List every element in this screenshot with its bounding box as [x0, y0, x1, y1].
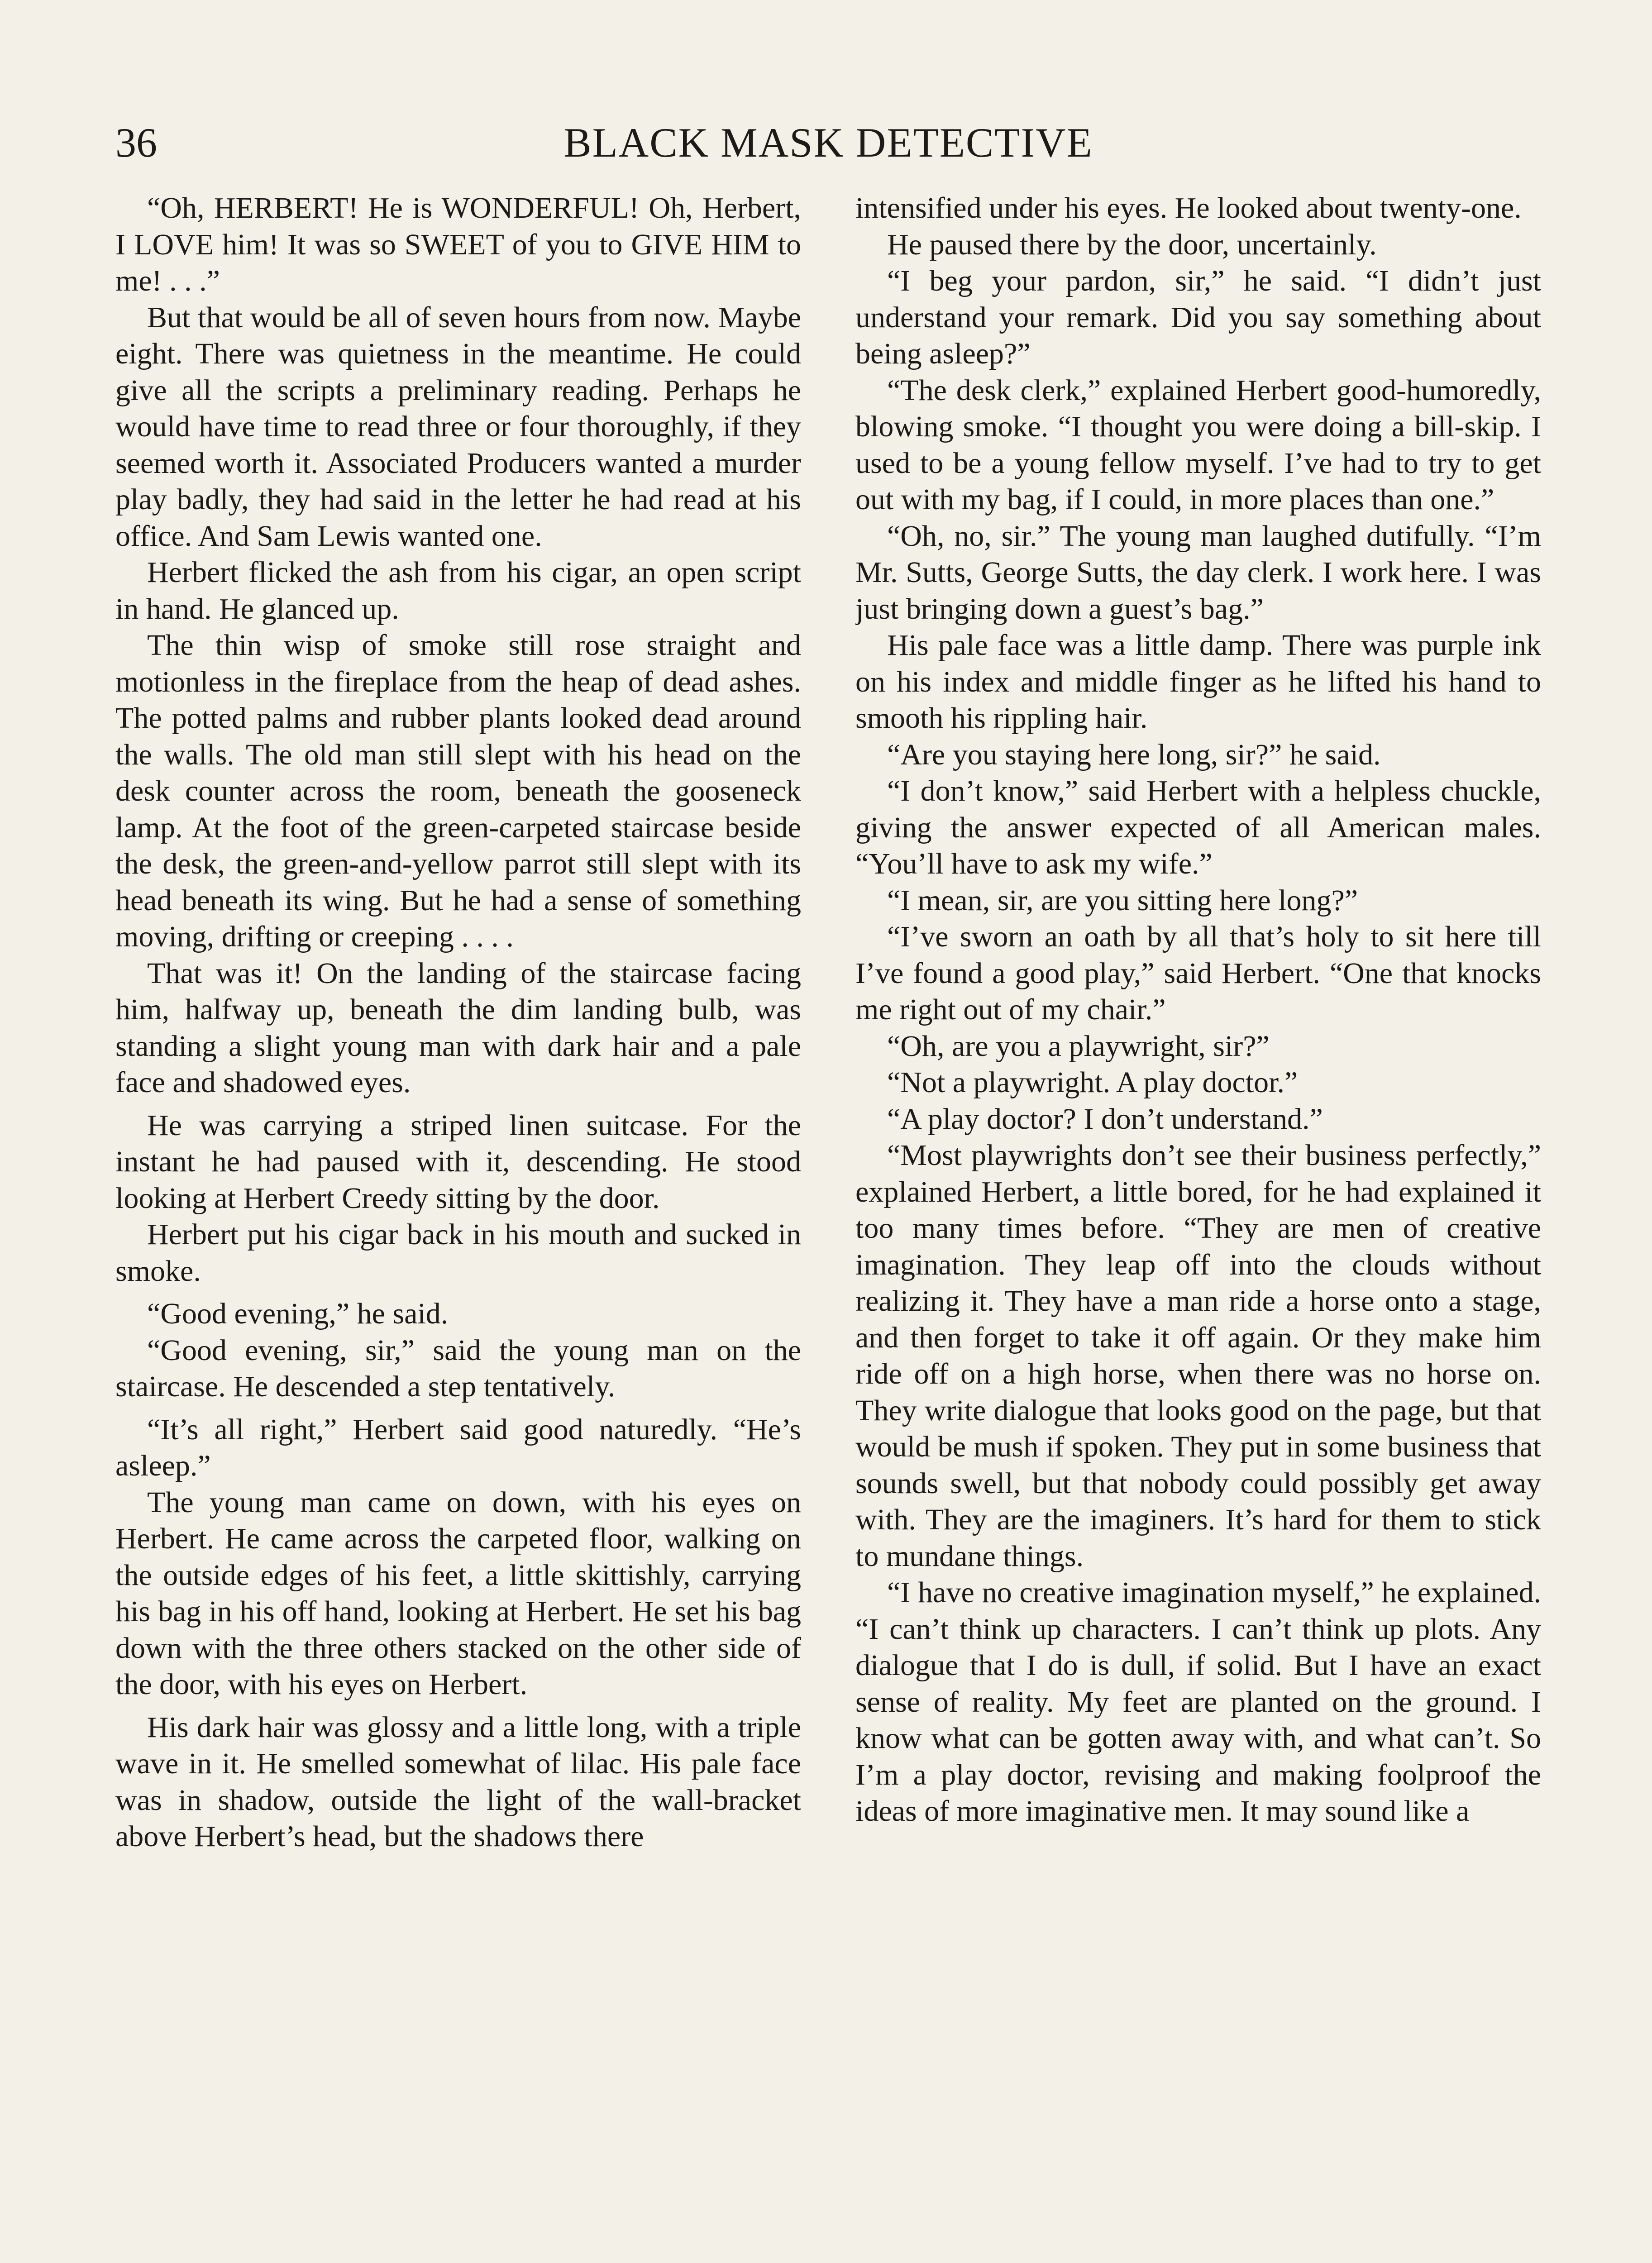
paragraph: “Oh, no, sir.” The young man laughed dutifully. “I’m Mr. Sutts, George Sutts, the day clerk. I work here. I was just bringing down a guest’s bag.” [855, 519, 1541, 625]
paragraph: He was carrying a striped linen suitcase. For the instant he had paused with it, descending. He stood looking at Herbert Creedy sitting by the door. [115, 1108, 801, 1215]
paragraph: “I have no creative imagination myself,” he explained. “I can’t think up characters. I can’t think up plots. Any dialogue that I do is dull, if solid. But I have an exact sense of reality. My feet are planted on the ground. I know what can be gotten away with, and what can’t. So I’m a play doctor, revising and making foolproof the ideas of more imaginative men. It may sound like a [855, 1576, 1541, 1828]
paragraph: That was it! On the landing of the staircase facing him, halfway up, beneath the dim landing bulb, was standing a slight young man with dark hair and a pale face and shadowed eyes. [115, 956, 801, 1099]
paragraph: “The desk clerk,” explained Herbert good-humoredly, blowing smoke. “I thought you were doing a bill-skip. I used to be a young fellow myself. I’ve had to try to get out with my bag, if I could, in more places than one.” [855, 373, 1541, 516]
paragraph: “Are you staying here long, sir?” he said. [887, 738, 1381, 771]
running-title: BLACK MASK DETECTIVE [563, 119, 1093, 166]
page-header [115, 115, 1541, 170]
left-column [115, 190, 801, 2263]
right-column [855, 190, 1541, 2263]
paragraph: He paused there by the door, uncertainly. [887, 228, 1377, 261]
paragraph: “Good evening,” he said. [147, 1297, 449, 1330]
paragraph: Herbert put his cigar back in his mouth and sucked in smoke. [115, 1218, 801, 1288]
paragraph: “A play doctor? I don’t understand.” [887, 1102, 1323, 1136]
paragraph: Herbert flicked the ash from his cigar, an open script in hand. He glanced up. [115, 556, 801, 625]
paragraph: But that would be all of seven hours from now. Maybe eight. There was quietness in the meantime. He could give all the scripts a preliminary reading. Perhaps he would have time to read three or four thoroughly, if they seemed worth it. Associated Producers wanted a murder play badly, they had said in the letter he had read at his office. And Sam Lewis wanted one. [115, 301, 801, 553]
paragraph: “Oh, are you a playwright, sir?” [887, 1029, 1270, 1063]
text-columns [115, 190, 1541, 2263]
paragraph: “Good evening, sir,” said the young man on the staircase. He descended a step tentatively. [115, 1333, 801, 1403]
paragraph: “I beg your pardon, sir,” he said. “I didn’t just understand your remark. Did you say something about being asleep?” [855, 264, 1541, 370]
paragraph: “Most playwrights don’t see their business perfectly,” explained Herbert, a little bored, for he had explained it too many times before. “They are men of creative imagination. They leap off into the clouds without realizing it. They have a man ride a horse onto a stage, and then forget to take it off again. Or they make him ride off on a high horse, when there was no horse on. They write dialogue that looks good on the page, but that would be mush if spoken. They put in some business that sounds swell, but that nobody could possibly get away with. They are the imaginers. It’s hard for them to stick to mundane things. [855, 1139, 1541, 1573]
paragraph: “Not a playwright. A play doctor.” [887, 1066, 1298, 1099]
paragraph: “I mean, sir, are you sitting here long?” [887, 883, 1358, 917]
paragraph: “I don’t know,” said Herbert with a helpless chuckle, giving the answer expected of all American males. “You’ll have to ask my wife.” [855, 774, 1541, 880]
paragraph: The thin wisp of smoke still rose straight and motionless in the fireplace from the heap of dead ashes. The potted palms and rubber plants looked dead around the walls. The old man still slept with his head on the desk counter across the room, beneath the gooseneck lamp. At the foot of the green-carpeted staircase beside the desk, the green-and-yellow parrot still slept with its head beneath its wing. But he had a sense of something moving, drifting or creeping . . . . [115, 629, 801, 953]
paragraph: “I’ve sworn an oath by all that’s holy to sit here till I’ve found a good play,” said Herbert. “One that knocks me right out of my chair.” [855, 920, 1541, 1026]
paragraph: “Oh, HERBERT! He is WONDERFUL! Oh, Herbert, I LOVE him! It was so SWEET of you to GIVE HIM to me! . . .” [115, 191, 801, 297]
paragraph-continued: intensified under his eyes. He looked about twenty-one. [855, 191, 1522, 224]
paragraph: His pale face was a little damp. There was purple ink on his index and middle finger as he lifted his hand to smooth his rippling hair. [855, 629, 1541, 735]
paragraph: The young man came on down, with his eyes on Herbert. He came across the carpeted floor, walking on the outside edges of his feet, a little skittishly, carrying his bag in his off hand, looking at Herbert. He set his bag down with the three others stacked on the other side of the door, with his eyes on Herbert. [115, 1485, 801, 1701]
paragraph: His dark hair was glossy and a little long, with a triple wave in it. He smelled somewhat of lilac. His pale face was in shadow, outside the light of the wall-bracket above Herbert’s head, but the shadows there [115, 1710, 801, 1853]
paragraph: “It’s all right,” Herbert said good naturedly. “He’s asleep.” [115, 1413, 801, 1482]
page-number: 36 [115, 119, 157, 166]
